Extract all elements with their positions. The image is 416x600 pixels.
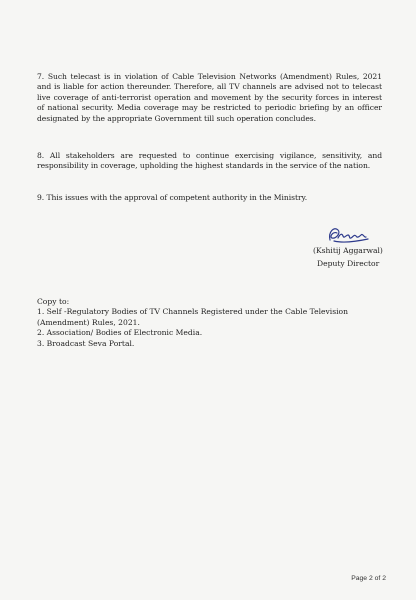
handwritten-signature: [324, 222, 374, 248]
copy-to-section: [37, 297, 382, 349]
page-number: Page 2 of 2: [351, 575, 386, 582]
copy-to-item-2: 2. Association/ Bodies of Electronic Media.: [37, 328, 203, 338]
signatory-title: Deputy Director: [317, 259, 380, 268]
copy-to-item-3: 3. Broadcast Seva Portal.: [37, 338, 135, 348]
paragraph-7: [37, 72, 382, 124]
paragraph-9-text: 9. This issues with the approval of competent authority in the Ministry.: [37, 193, 308, 202]
paragraph-7-text: 7. Such telecast is in violation of Cable Television Networks (Amendment) Rules, 2021 and is liable for action thereunder. Therefore, all TV channels are advised not to telecast live coverage of anti-terrorist operation and movement by the security forces in interest of national security. Media coverage may be restricted to periodic briefing by an officer designated by the appropriate Government till such operation concludes.: [37, 72, 382, 123]
copy-to-item-1: 1. Self -Regulatory Bodies of TV Channels Registered under the Cable Television (Amendment) Rules, 2021.: [37, 307, 349, 327]
copy-to-heading: Copy to:: [37, 297, 70, 306]
paragraph-8: [37, 151, 382, 172]
paragraph-9: [37, 193, 382, 203]
signatory-name: (Kshitij Aggarwal): [313, 246, 383, 255]
paragraph-8-text: 8. All stakeholders are requested to continue exercising vigilance, sensitivity, and responsibility in coverage, upholding the highest standards in the service of the nation.: [37, 151, 382, 171]
copy-to-list: [37, 307, 382, 349]
